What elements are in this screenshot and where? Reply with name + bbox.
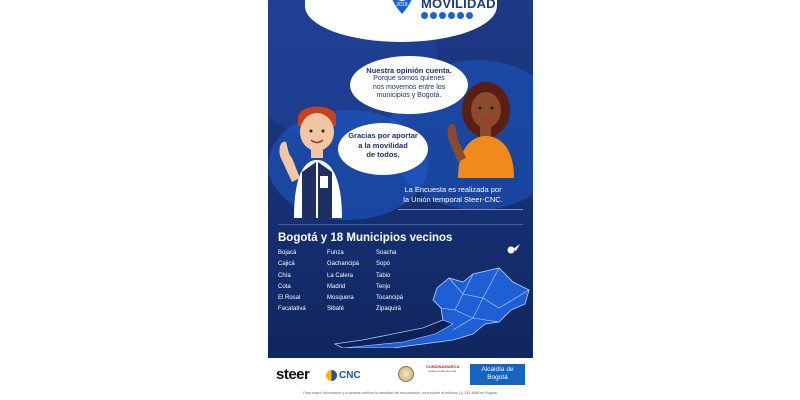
municipality-item: Tenjo: [376, 283, 391, 290]
municipality-item: La Calera: [327, 272, 354, 279]
municipality-item: Cajicá: [278, 261, 295, 268]
municipality-item: Gachancipá: [327, 261, 360, 268]
woman-speech-line: nos movemos entre los: [372, 83, 446, 91]
municipality-item: Facatativá: [278, 306, 306, 313]
coat-of-arms-icon: [398, 366, 414, 382]
cnc-logo-icon: [326, 370, 337, 381]
municipality-item: Madrid: [327, 283, 346, 290]
cundinamarca-logo: [426, 364, 458, 373]
sponsor-logos: [268, 362, 533, 388]
municipality-item: El Rosal: [278, 295, 301, 302]
credit-line: La Encuesta es realizada por: [404, 185, 502, 194]
cnc-logo: [326, 366, 361, 384]
municipality-item: Bojacá: [278, 250, 297, 256]
region-map: [323, 264, 533, 348]
credit-divider: [398, 209, 523, 210]
municipality-item: Mosquera: [327, 295, 354, 302]
credit-line: la Unión temporal Steer-CNC.: [403, 195, 503, 204]
title-line2: MOVILIDAD: [421, 0, 496, 11]
municipality-item: Sibaté: [327, 306, 345, 313]
municipality-item: Chía: [278, 272, 291, 279]
pedestrian-icon: [448, 12, 455, 19]
alcaldia-logo: [470, 364, 525, 385]
section-divider: [278, 224, 523, 225]
taxi-icon: [457, 12, 464, 19]
motorcycle-icon: [466, 12, 473, 19]
woman-speech-line: municipios y Bogotá.: [376, 92, 442, 99]
transport-icons: [421, 12, 473, 19]
municipality-item: Zipaquirá: [376, 306, 402, 313]
survey-credit: [380, 185, 526, 205]
man-speech-bubble: [338, 123, 428, 175]
man-speech-line: de todos.: [366, 150, 400, 159]
woman-speech-bold: Nuestra opinión cuenta.: [366, 66, 452, 75]
woman-speech-bubble: [350, 56, 468, 114]
municipality-item: Sopó: [376, 261, 391, 268]
survey-poster: [268, 0, 533, 358]
municipality-item: Funza: [327, 250, 344, 256]
man-speech-line: a la movilidad: [358, 140, 408, 150]
survey-title: [421, 0, 496, 11]
car-icon: [430, 12, 437, 19]
cundinamarca-name: CUNDINAMARCA: [426, 364, 460, 369]
municipalities-title: Bogotá y 18 Municipios vecinos: [278, 232, 453, 244]
cnc-logo-text: CNC: [339, 369, 361, 381]
compass-icon: [507, 243, 521, 255]
alcaldia-line: Bogotá: [487, 374, 508, 381]
alcaldia-line: Alcaldía de: [481, 366, 514, 373]
municipality-item: Soacha: [376, 250, 397, 256]
municipality-item: Cota: [278, 283, 291, 290]
bus-icon: [439, 12, 446, 19]
steer-logo: steer: [276, 366, 310, 383]
man-speech-line: Gracias por aportar: [348, 131, 418, 140]
cundinamarca-slogan: unidos podemos más: [427, 369, 457, 373]
bicycle-icon: [421, 12, 428, 19]
footer-note: Para mayor información y si deseas verificar la identidad del encuestador, comunícate al teléfono (1) 339 4888 en Bogotá.: [303, 391, 498, 395]
location-pin-icon: [389, 0, 415, 16]
woman-speech-line: Porque somos quienes: [373, 75, 445, 82]
municipality-item: Tabio: [376, 272, 391, 279]
municipality-item: Tocancipá: [376, 295, 404, 302]
svg-text:2019: 2019: [396, 2, 408, 8]
municipalities-column-1: [278, 248, 306, 316]
